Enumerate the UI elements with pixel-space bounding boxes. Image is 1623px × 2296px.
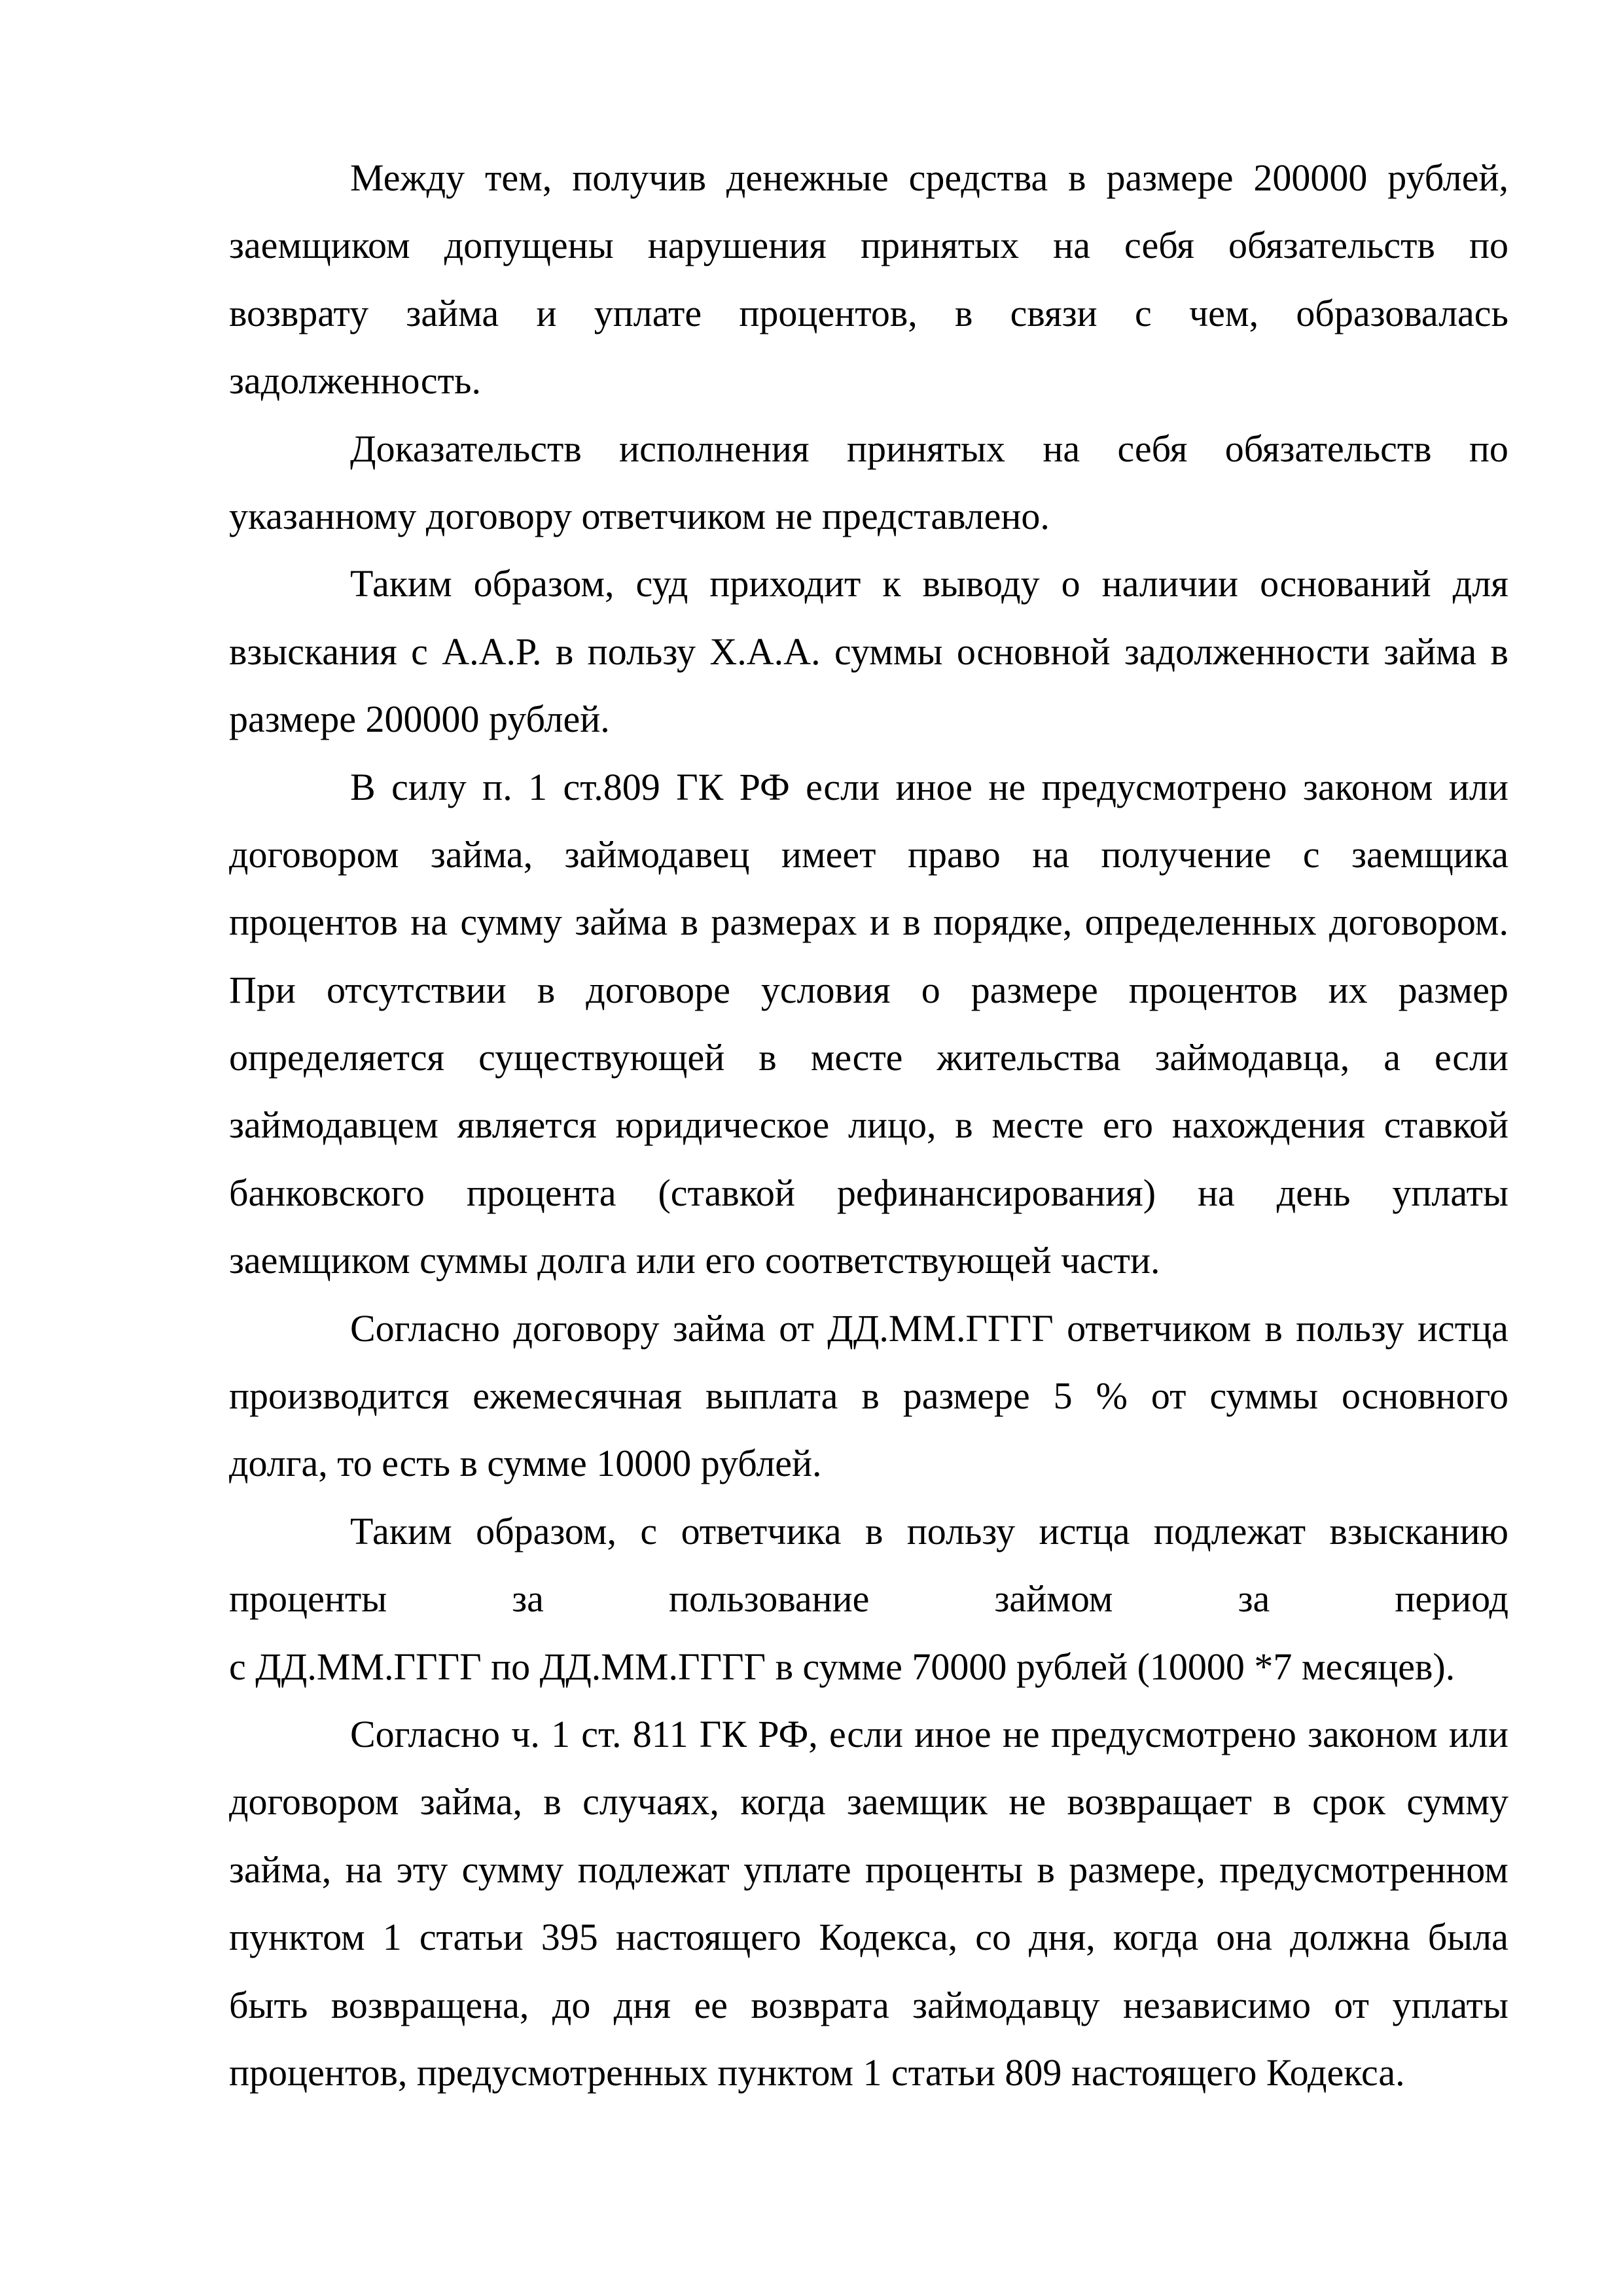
- word: подлежат: [577, 1848, 730, 1891]
- word: если: [806, 765, 880, 808]
- word: допущены: [444, 224, 614, 267]
- word: выплата: [705, 1374, 838, 1418]
- word: займодавца,: [1154, 1036, 1350, 1079]
- word: на: [1043, 427, 1080, 470]
- word: в: [555, 630, 574, 673]
- text-line: размере 200000 рублей.: [229, 698, 610, 741]
- text-line: [229, 144, 1508, 211]
- word: размере: [902, 1374, 1030, 1418]
- word: ГК: [676, 765, 724, 808]
- word: о: [921, 968, 940, 1011]
- text-line: [229, 821, 1508, 888]
- word: проценты: [229, 1577, 387, 1621]
- word: Доказательств: [350, 427, 582, 470]
- word: или: [1448, 1712, 1508, 1755]
- word: на: [345, 1848, 383, 1891]
- word: в: [680, 901, 698, 944]
- word: (ставкой: [658, 1171, 795, 1214]
- text-line: задолженность.: [229, 359, 481, 403]
- word: о: [1061, 562, 1080, 605]
- word: в: [954, 291, 973, 334]
- word: процентов: [229, 901, 398, 944]
- word: была: [1427, 1916, 1508, 1959]
- word: задолженности: [1124, 630, 1370, 673]
- word: договором: [229, 1780, 399, 1823]
- word: займа: [406, 291, 499, 334]
- text-line: [229, 279, 1508, 347]
- word: нахождения: [1171, 1103, 1366, 1147]
- word: в: [1068, 156, 1086, 199]
- word: определенных: [1084, 901, 1317, 944]
- word: сумму: [1406, 1780, 1508, 1823]
- word: Таким: [350, 1509, 452, 1552]
- word: истца: [1418, 1306, 1508, 1350]
- text-line: указанному договору ответчиком не представлено.: [229, 494, 1050, 537]
- text-line: [229, 1971, 1508, 2039]
- word: в: [758, 1036, 777, 1079]
- word: Между: [350, 156, 465, 199]
- word: право: [907, 833, 1001, 876]
- text-line: [229, 1024, 1508, 1091]
- word: п.: [482, 765, 512, 808]
- word: пользу: [587, 630, 696, 673]
- word: получив: [572, 156, 706, 199]
- word: оснований: [1260, 562, 1431, 605]
- word: Согласно: [350, 1712, 500, 1755]
- word: связи: [1010, 291, 1097, 334]
- word: по: [1469, 427, 1508, 470]
- text-line: [229, 1295, 1508, 1362]
- word: его: [1102, 1103, 1154, 1147]
- word: и: [536, 291, 557, 334]
- word: в: [955, 1103, 973, 1147]
- word: РФ: [739, 765, 790, 808]
- word: суммы: [834, 630, 943, 673]
- word: пунктом: [229, 1916, 365, 1959]
- word: в: [1490, 630, 1508, 673]
- text-line: [229, 1498, 1508, 1565]
- word: займа,: [419, 1780, 523, 1823]
- word: ч.: [511, 1712, 540, 1755]
- word: Х.А.А.: [709, 630, 821, 673]
- text-line: с ДД.ММ.ГГГГ по ДД.ММ.ГГГГ в сумме 70000 рублей (10000 *7 месяцев).: [229, 1645, 1455, 1688]
- word: договору: [513, 1306, 660, 1350]
- word: 811: [632, 1712, 688, 1755]
- word: заемщика: [1351, 833, 1508, 876]
- word: порядке,: [933, 901, 1073, 944]
- word: а: [1383, 1036, 1400, 1079]
- text-line: [229, 211, 1508, 279]
- word: за: [512, 1577, 544, 1621]
- word: размер: [1398, 968, 1508, 1011]
- word: возвращает: [1067, 1780, 1252, 1823]
- word: она: [1216, 1916, 1273, 1959]
- word: их: [1328, 968, 1368, 1011]
- word: с: [1302, 833, 1320, 876]
- text-line: [229, 1091, 1508, 1158]
- text-line: [229, 1159, 1508, 1227]
- word: рублей,: [1387, 156, 1508, 199]
- word: юридическое: [615, 1103, 830, 1147]
- word: в: [1273, 1780, 1291, 1823]
- word: когда: [740, 1780, 826, 1823]
- text-line: [229, 888, 1508, 956]
- word: принятых: [860, 224, 1020, 267]
- word: образовалась: [1296, 291, 1508, 334]
- word: займа: [575, 901, 668, 944]
- text-line: [229, 1700, 1508, 1768]
- text-line: [229, 1565, 1508, 1632]
- word: банковского: [229, 1171, 425, 1214]
- word: займом: [994, 1577, 1113, 1621]
- word: на: [1032, 833, 1070, 876]
- word: в: [1264, 1306, 1283, 1350]
- word: для: [1452, 562, 1508, 605]
- word: пользование: [669, 1577, 870, 1621]
- word: себя: [1124, 224, 1194, 267]
- word: Согласно: [350, 1306, 500, 1350]
- word: настоящего: [615, 1916, 802, 1959]
- word: на: [1053, 224, 1090, 267]
- word: за: [1238, 1577, 1270, 1621]
- word: если: [829, 1712, 903, 1755]
- word: договором.: [1329, 901, 1508, 944]
- word: когда: [1113, 1916, 1199, 1959]
- word: исполнения: [619, 427, 810, 470]
- word: заемщик: [846, 1780, 988, 1823]
- word: возвращена,: [330, 1983, 529, 2026]
- word: В: [350, 765, 376, 808]
- word: со: [975, 1916, 1011, 1959]
- word: и: [869, 901, 890, 944]
- paragraph: [229, 1295, 1508, 1498]
- word: договоре: [586, 968, 730, 1011]
- word: не: [1002, 1712, 1040, 1755]
- word: случаях,: [582, 1780, 719, 1823]
- word: в: [902, 901, 921, 944]
- word: подлежат: [1153, 1509, 1306, 1552]
- word: наличии: [1101, 562, 1239, 605]
- word: процентов,: [739, 291, 918, 334]
- word: дня: [613, 1983, 671, 2026]
- text-line: [229, 415, 1508, 482]
- word: если: [1435, 1036, 1508, 1079]
- word: займа,: [229, 1848, 332, 1891]
- word: займа: [1383, 630, 1477, 673]
- word: дня,: [1029, 1916, 1096, 1959]
- document-content: [229, 144, 1508, 2106]
- word: суммы: [1209, 1374, 1319, 1418]
- word: лицо,: [848, 1103, 936, 1147]
- word: в: [861, 1374, 880, 1418]
- word: независимо: [1122, 1983, 1311, 2026]
- text-line: [229, 956, 1508, 1024]
- word: ее: [694, 1983, 728, 2026]
- word: договором: [229, 833, 399, 876]
- word: в: [537, 968, 556, 1011]
- word: 1: [382, 1916, 402, 1959]
- word: предусмотрено: [1050, 1712, 1296, 1755]
- word: обязательств: [1228, 224, 1435, 267]
- word: %: [1096, 1374, 1128, 1418]
- word: сумму: [461, 1848, 564, 1891]
- word: уплаты: [1392, 1983, 1508, 2026]
- text-line: [229, 753, 1508, 821]
- word: 5: [1053, 1374, 1073, 1418]
- word: предусмотрено: [1041, 765, 1287, 808]
- word: взыскания: [229, 630, 397, 673]
- word: по: [1469, 224, 1508, 267]
- text-line: [229, 1903, 1508, 1971]
- paragraph: [229, 415, 1508, 550]
- word: ГК: [699, 1712, 747, 1755]
- word: с: [411, 630, 428, 673]
- word: в: [865, 1509, 883, 1552]
- word: в: [543, 1780, 562, 1823]
- word: займодавцем: [229, 1103, 438, 1147]
- word: займа,: [430, 833, 533, 876]
- word: нарушения: [647, 224, 827, 267]
- word: до: [552, 1983, 591, 2026]
- word: ДД.ММ.ГГГГ: [827, 1306, 1054, 1350]
- word: не: [1008, 1780, 1046, 1823]
- word: истца: [1039, 1509, 1130, 1552]
- word: в: [1037, 1848, 1055, 1891]
- word: отсутствии: [326, 968, 507, 1011]
- text-line: процентов, предусмотренных пунктом 1 статьи 809 настоящего Кодекса.: [229, 2051, 1405, 2094]
- word: существующей: [478, 1036, 725, 1079]
- word: статьи: [419, 1916, 524, 1959]
- word: РФ,: [758, 1712, 818, 1755]
- word: взысканию: [1329, 1509, 1508, 1552]
- word: не: [988, 765, 1026, 808]
- word: чем,: [1188, 291, 1259, 334]
- word: определяется: [229, 1036, 445, 1079]
- word: денежные: [726, 156, 889, 199]
- word: производится: [229, 1374, 450, 1418]
- word: размере: [1106, 156, 1234, 199]
- word: ст.809: [563, 765, 660, 808]
- word: заемщиком: [229, 224, 410, 267]
- word: размерах: [711, 901, 857, 944]
- word: уплате: [743, 1848, 851, 1891]
- word: основной: [956, 630, 1111, 673]
- word: условия: [760, 968, 891, 1011]
- word: ст.: [581, 1712, 622, 1755]
- text-line: [229, 1768, 1508, 1835]
- word: на: [410, 901, 448, 944]
- word: пользу: [906, 1509, 1016, 1552]
- text-line: [229, 1836, 1508, 1903]
- paragraph: [229, 753, 1508, 1295]
- word: выводу: [922, 562, 1040, 605]
- word: рефинансирования): [836, 1171, 1156, 1214]
- word: размере: [971, 968, 1098, 1011]
- word: 200000: [1253, 156, 1368, 199]
- word: пользу: [1296, 1306, 1404, 1350]
- word: ежемесячная: [473, 1374, 683, 1418]
- word: месте: [810, 1036, 903, 1079]
- word: законом: [1308, 1712, 1438, 1755]
- word: средства: [908, 156, 1048, 199]
- word: приходит: [709, 562, 861, 605]
- word: принятых: [846, 427, 1006, 470]
- word: иное: [914, 1712, 991, 1755]
- word: силу: [391, 765, 467, 808]
- word: быть: [229, 1983, 308, 2026]
- word: суд: [635, 562, 688, 605]
- text-line: заемщиком суммы долга или его соответствующей части.: [229, 1239, 1160, 1282]
- word: 395: [541, 1916, 598, 1959]
- word: с: [640, 1509, 658, 1552]
- text-line: [229, 1362, 1508, 1429]
- word: к: [882, 562, 901, 605]
- word: уплаты: [1392, 1171, 1508, 1214]
- word: Таким: [350, 562, 452, 605]
- word: сумму: [460, 901, 563, 944]
- word: иное: [895, 765, 972, 808]
- word: себя: [1117, 427, 1188, 470]
- word: займодавцу: [912, 1983, 1100, 2026]
- word: ответчика: [681, 1509, 842, 1552]
- word: процентов: [1128, 968, 1298, 1011]
- word: является: [457, 1103, 597, 1147]
- word: ставкой: [1383, 1103, 1508, 1147]
- word: имеет: [781, 833, 876, 876]
- word: проценты: [865, 1848, 1024, 1891]
- word: 1: [551, 1712, 571, 1755]
- word: возврату: [229, 291, 369, 334]
- word: законом: [1302, 765, 1433, 808]
- word: от: [779, 1306, 814, 1350]
- text-line: [229, 550, 1508, 617]
- word: месте: [991, 1103, 1084, 1147]
- word: на: [1197, 1171, 1235, 1214]
- word: период: [1395, 1577, 1508, 1621]
- word: с: [1134, 291, 1152, 334]
- word: получение: [1101, 833, 1272, 876]
- word: эту: [396, 1848, 448, 1891]
- word: Кодекса,: [819, 1916, 958, 1959]
- paragraph: [229, 1498, 1508, 1700]
- word: от: [1334, 1983, 1370, 2026]
- word: срок: [1312, 1780, 1385, 1823]
- paragraph: [229, 144, 1508, 415]
- word: обязательств: [1224, 427, 1432, 470]
- word: должна: [1290, 1916, 1410, 1959]
- word: образом,: [473, 562, 615, 605]
- word: тем,: [485, 156, 552, 199]
- word: образом,: [476, 1509, 616, 1552]
- word: процента: [466, 1171, 616, 1214]
- word: А.А.Р.: [442, 630, 542, 673]
- word: уплате: [594, 291, 702, 334]
- word: предусмотренном: [1219, 1848, 1508, 1891]
- word: займодавец: [564, 833, 750, 876]
- word: или: [1448, 765, 1508, 808]
- text-line: [229, 618, 1508, 685]
- word: день: [1276, 1171, 1351, 1214]
- word: жительства: [936, 1036, 1121, 1079]
- word: от: [1150, 1374, 1186, 1418]
- word: возврата: [751, 1983, 889, 2026]
- word: 1: [528, 765, 548, 808]
- word: ответчиком: [1067, 1306, 1251, 1350]
- paragraph: [229, 550, 1508, 753]
- word: основного: [1342, 1374, 1508, 1418]
- word: займа: [673, 1306, 766, 1350]
- word: При: [229, 968, 296, 1011]
- paragraph: [229, 1700, 1508, 2106]
- word: размере,: [1069, 1848, 1205, 1891]
- text-line: долга, то есть в сумме 10000 рублей.: [229, 1442, 822, 1485]
